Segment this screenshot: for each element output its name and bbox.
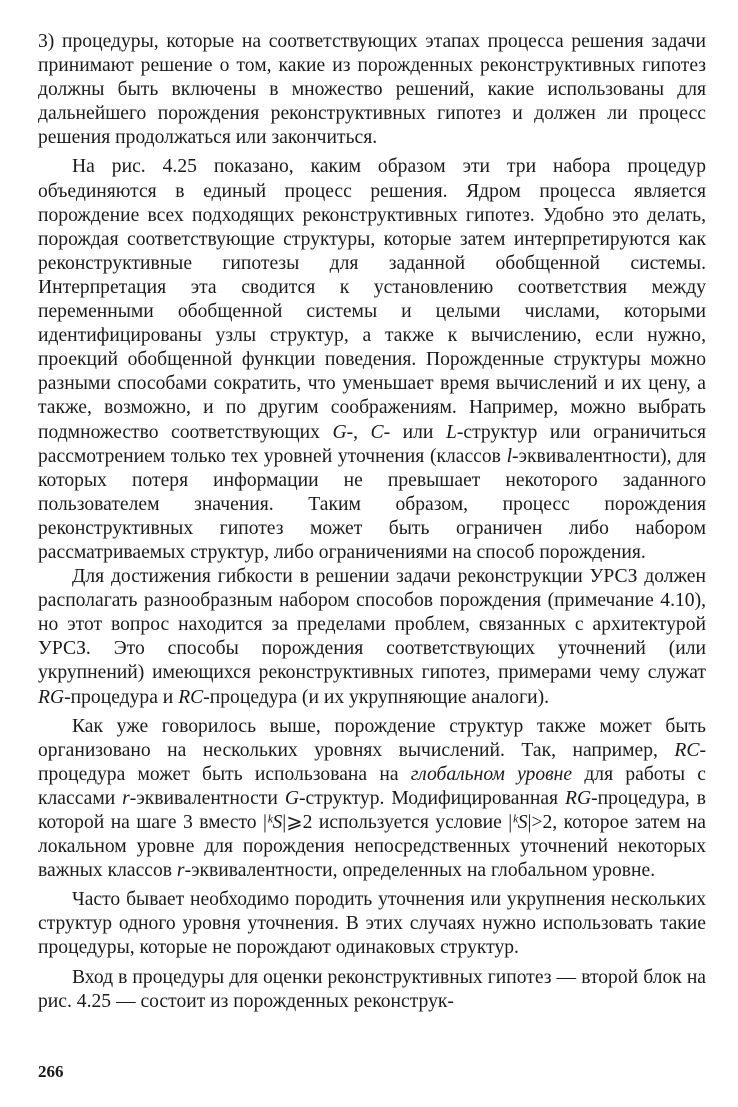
paragraph-multiple-structures — [38, 888, 706, 960]
italic-text-segment: r — [176, 860, 185, 882]
text-segment: -структур. Модифицированная — [298, 787, 566, 809]
text-segment: -процедура может быть использована на — [38, 739, 706, 785]
text-segment: -процедура и — [64, 686, 179, 708]
text-segment: |>2, которое затем на локальном уровне для порождения непосредственных уточнений некоторых важных классов — [38, 812, 707, 882]
text-segment: На рис. 4.25 показано, каким образом эти три набора процедур объединяются в единый процесс решения. Ядром процесса является порождение всех подходящих реконструктивных гипотез. Удобно это делать, порождая соответствующие структуры, которые затем интерпретируются как реконструктивные гипотезы для заданной обобщенной системы. Интерпретация эта сводится к установлению соответствия между переменными обобщенной системы и целыми числами, которыми идентифицированы узлы структур, а также к вычислению, если нужно, проекций обобщенной функции поведения. Порожденные структуры можно разными способами сократить, что уменьшает время вычислений и их цену, а также, возможно, и по другим соображениям. Например, можно выбрать подмножество соответствующих — [38, 156, 706, 443]
text-segment: -процедура (и их укрупняющие аналоги). — [203, 686, 550, 708]
italic-text-segment: L — [445, 421, 457, 443]
italic-text-segment: RC — [674, 739, 700, 761]
paragraph-levels-of-computation — [38, 715, 706, 884]
text-segment: -эквивалентности — [129, 787, 285, 809]
italic-text-segment: RC — [178, 686, 204, 708]
italic-text-segment: глобальном уровне — [410, 763, 573, 785]
italic-text-segment: C — [370, 421, 384, 443]
document-page — [38, 30, 706, 1070]
italic-text-segment: ᵏS — [512, 812, 528, 833]
text-segment: - или — [383, 421, 446, 443]
italic-text-segment: ᵏS — [266, 812, 283, 833]
paragraph-evaluation-input — [38, 966, 706, 1014]
italic-text-segment: r — [122, 787, 130, 809]
text-segment: Как уже говорилось выше, порождение структур также может быть организовано на нескольких уровнях вычислений. Так, например, — [38, 715, 706, 761]
paragraph-flexibility — [38, 565, 706, 710]
italic-text-segment: RG — [38, 686, 65, 708]
text-segment: Для достижения гибкости в решении задачи реконструкции УРСЗ должен располагать разнообразным набором способов порождения (примечание 4.10), но этот вопрос находится за пределами проблем, связанных с архитектурой УРСЗ. Это способы порождения соответствующих уточнений (или укрупнений) имеющихся реконструктивных гипотез, примерами чему служат — [38, 566, 706, 684]
text-segment: для работы с классами — [38, 763, 706, 809]
text-segment: -процедура, в которой на шаге 3 вместо | — [38, 787, 707, 833]
page-number: 266 — [38, 1062, 64, 1081]
text-segment: -эквивалентности, определенных на глобальном уровне. — [184, 860, 656, 882]
paragraph-figure-4-25-overview — [38, 155, 706, 565]
text-segment: Вход в процедуры для оценки реконструктивных гипотез — второй блок на рис. 4.25 — состоит из порожденных реконструк- — [38, 966, 706, 1012]
text-segment: -эквивалентности), для которых потеря информации не превышает некоторого заданного пользователем значения. Таким образом, процесс порождения реконструктивных гипотез может быть ограничен либо набором рассматриваемых структур, либо ограничениями на способ порождения. — [38, 445, 706, 563]
paragraph-procedures-item-3 — [38, 30, 706, 150]
text-segment: 3) процедуры, которые на соответствующих этапах процесса решения задачи принимают решение о том, какие из порожденных реконструктивных гипотез должны быть включены в множество решений, какие использованы для дальнейшего порождения реконструктивных гипотез и должен ли процесс решения продолжаться или закончиться. — [38, 31, 706, 149]
text-segment: |⩾2 используется условие | — [282, 812, 513, 833]
text-segment: -структур или ограничиться рассмотрением только тех уровней уточнения (классов — [38, 421, 706, 467]
italic-text-segment: RG — [565, 787, 592, 809]
text-segment: -, — [346, 421, 371, 443]
italic-text-segment: l — [506, 445, 513, 467]
text-segment: Часто бывает необходимо породить уточнения или укрупнения нескольких структур одного уровня уточнения. В этих случаях нужно использовать такие процедуры, которые не порождают одинаковых структур. — [38, 889, 706, 959]
italic-text-segment: G — [284, 787, 299, 809]
italic-text-segment: G — [332, 421, 347, 443]
